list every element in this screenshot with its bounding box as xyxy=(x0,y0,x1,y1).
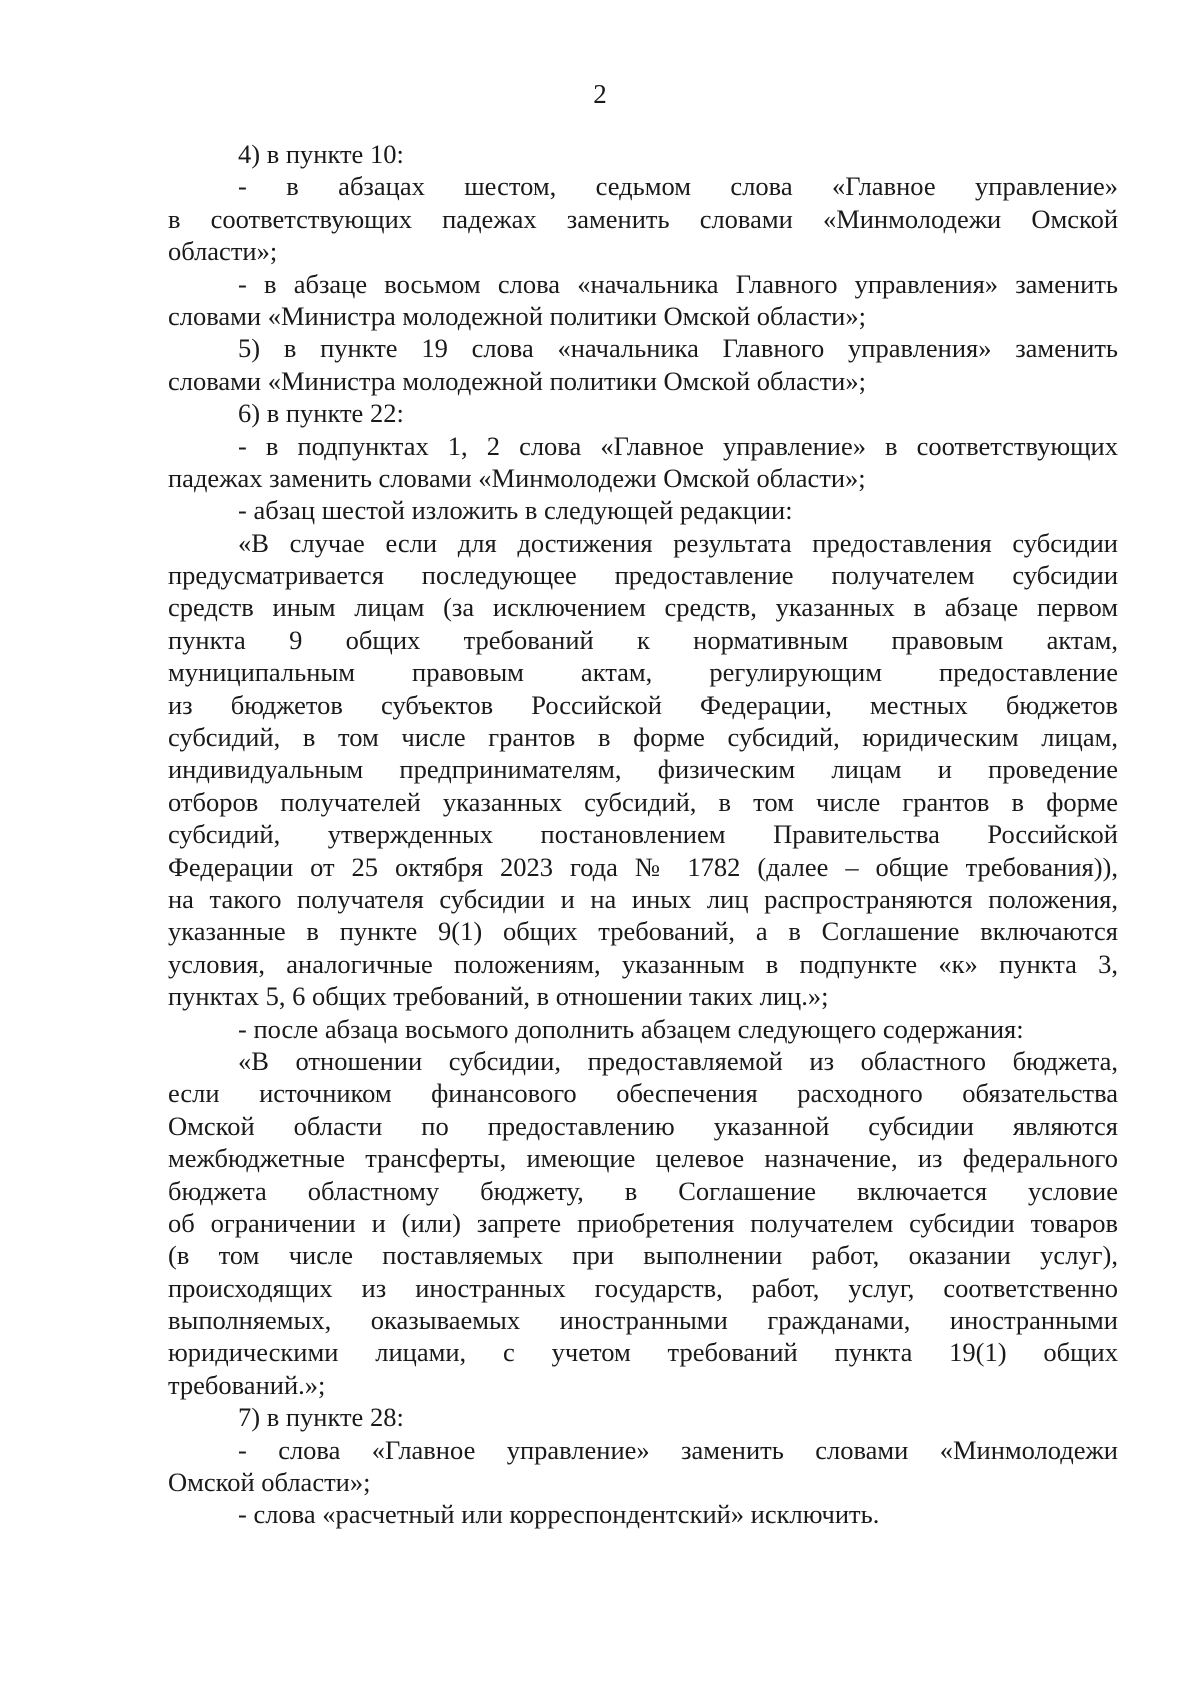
text-line: 5) в пункте 19 слова «начальника Главного управления» заменить xyxy=(238,333,1118,364)
page-number: 2 xyxy=(593,79,607,109)
text-line: предусматривается последующее предоставление получателем субсидии xyxy=(168,560,1118,591)
text-line: указанные в пункте 9(1) общих требований, а в Соглашение включаются xyxy=(168,916,1118,947)
text-line: - в подпунктах 1, 2 слова «Главное управление» в соответствующих xyxy=(238,430,1118,461)
text-line: - слова «Главное управление» заменить словами «Минмолодежи xyxy=(238,1434,1118,1465)
text-line: словами «Министра молодежной политики Омской области»; xyxy=(168,300,866,331)
text-line: требований.»; xyxy=(168,1369,326,1400)
text-line: - после абзаца восьмого дополнить абзацем следующего содержания: xyxy=(238,1013,1024,1044)
text-line: отборов получателей указанных субсидий, в том числе грантов в форме xyxy=(168,786,1118,817)
document-body xyxy=(168,138,1118,1531)
text-line: в соответствующих падежах заменить словами «Минмолодежи Омской xyxy=(168,203,1118,234)
text-line: - слова «расчетный или корреспондентский» исключить. xyxy=(238,1499,880,1530)
text-line: словами «Министра молодежной политики Омской области»; xyxy=(168,365,866,396)
text-line: - в абзацах шестом, седьмом слова «Главное управление» xyxy=(238,171,1118,202)
text-line: происходящих из иностранных государств, работ, услуг, соответственно xyxy=(168,1272,1118,1303)
text-line: юридическими лицами, с учетом требований пункта 19(1) общих xyxy=(168,1337,1118,1368)
text-line: выполняемых, оказываемых иностранными гражданами, иностранными xyxy=(168,1305,1118,1336)
text-line: средств иным лицам (за исключением средств, указанных в абзаце первом xyxy=(168,592,1118,623)
text-line: пункта 9 общих требований к нормативным правовым актам, xyxy=(168,624,1118,655)
text-line: 6) в пункте 22: xyxy=(238,398,404,429)
text-line: - в абзаце восьмом слова «начальника Главного управления» заменить xyxy=(238,268,1118,299)
text-line: падежах заменить словами «Минмолодежи Омской области»; xyxy=(168,462,866,493)
text-line: пунктах 5, 6 общих требований, в отношении таких лиц.»; xyxy=(168,981,829,1012)
text-line: об ограничении и (или) запрете приобретения получателем субсидии товаров xyxy=(168,1207,1118,1238)
text-line: 4) в пункте 10: xyxy=(238,139,404,169)
text-line: 7) в пункте 28: xyxy=(238,1402,404,1433)
text-line: «В случае если для достижения результата предоставления субсидии xyxy=(238,527,1118,558)
text-line: - абзац шестой изложить в следующей редакции: xyxy=(238,495,793,526)
text-line: субсидий, утвержденных постановлением Правительства Российской xyxy=(168,819,1118,850)
text-line: если источником финансового обеспечения расходного обязательства xyxy=(168,1078,1118,1109)
text-line: из бюджетов субъектов Российской Федерации, местных бюджетов xyxy=(168,689,1118,720)
text-line: муниципальным правовым актам, регулирующим предоставление xyxy=(168,657,1118,688)
text-line: межбюджетные трансферты, имеющие целевое назначение, из федерального xyxy=(168,1143,1118,1174)
text-line: бюджета областному бюджету, в Соглашение включается условие xyxy=(168,1175,1118,1206)
text-line: условия, аналогичные положениям, указанным в подпункте «к» пункта 3, xyxy=(168,948,1118,979)
text-line: Федерации от 25 октября 2023 года № 1782 (далее – общие требования)), xyxy=(168,851,1118,882)
text-line: Омской области по предоставлению указанной субсидии являются xyxy=(168,1110,1118,1141)
text-line: Омской области»; xyxy=(168,1467,371,1498)
text-line: на такого получателя субсидии и на иных лиц распространяются положения, xyxy=(168,883,1118,914)
text-line: области»; xyxy=(168,236,278,267)
text-line: (в том числе поставляемых при выполнении работ, оказании услуг), xyxy=(168,1240,1118,1271)
text-line: индивидуальным предпринимателям, физическим лицам и проведение xyxy=(168,754,1118,785)
text-line: субсидий, в том числе грантов в форме субсидий, юридическим лицам, xyxy=(168,722,1118,753)
text-line: «В отношении субсидии, предоставляемой из областного бюджета, xyxy=(238,1045,1118,1076)
